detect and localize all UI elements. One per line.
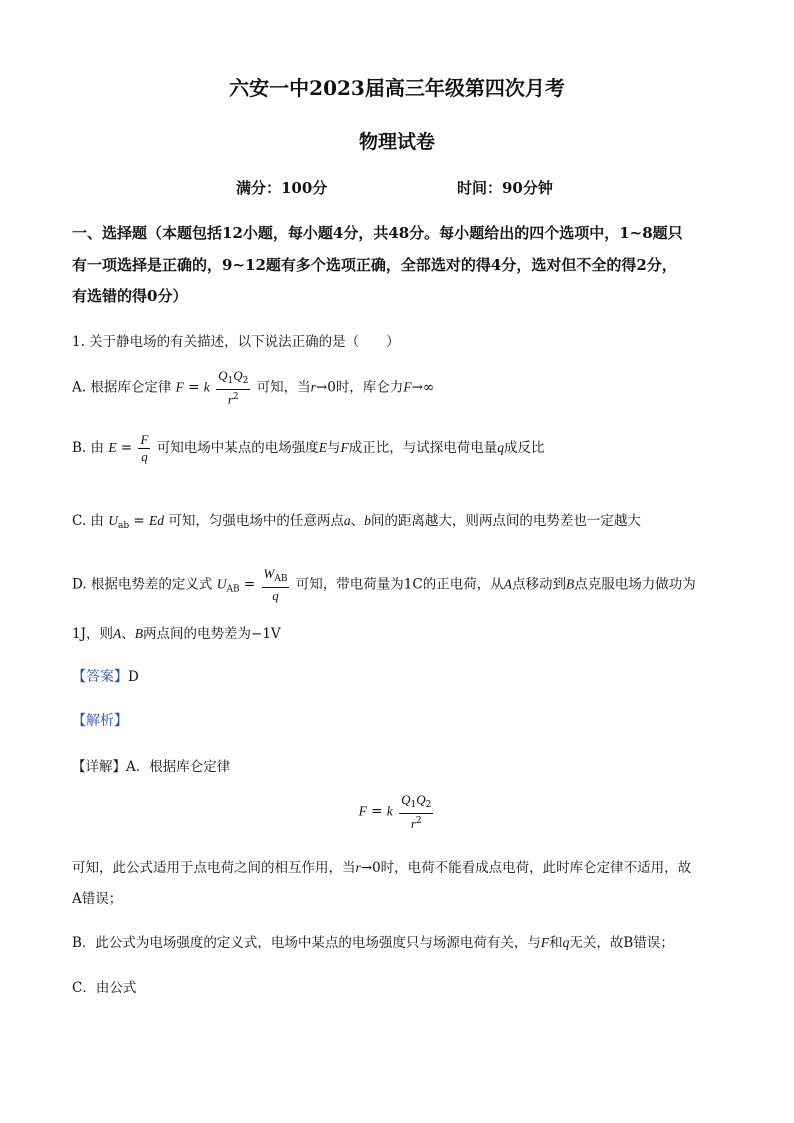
option-d: D. 根据电势差的定义式 $U_{AB}$ = $\frac{W_{AB}}{q}$ 可知，带电荷量为1C的正电荷，从A点移动到B点克服电场力做功为 (72, 566, 696, 603)
section-heading-line2: 有一项选择是正确的，9~12题有多个选项正确，全部选对的得4分，选对但不全的得2分， (72, 256, 677, 274)
exam-title: 六安一中2023届高三年级第四次月考 (229, 76, 565, 100)
explain-c: C．由公式 (72, 980, 137, 996)
explain-b: B．此公式为电场强度的定义式，电场中某点的电场强度只与场源电荷有关，与F和q无关，故B错误； (72, 935, 674, 951)
answer-tag: 【答案】 (72, 669, 128, 685)
section-heading-line1: 一、选择题（本题包括12小题，每小题4分，共48分。每小题给出的四个选项中，1~8题只 (72, 224, 683, 242)
explain-a-line1: 可知，此公式适用于点电荷之间的相互作用，当r→0时，电荷不能看成点电荷，此时库仑定律不适用，故 (72, 860, 692, 876)
coulomb-fraction: $\frac{Q_1Q_2}{r^2}$ (218, 368, 249, 407)
field-fraction: $\frac{F}{q}$ (140, 432, 149, 464)
answer-line (72, 666, 139, 686)
option-d-line2: 1J，则A、B两点间的电势差为−1V (72, 626, 281, 642)
coulomb-formula-display: F = k $\frac{Q_1Q_2}{r^2}$ (358, 792, 432, 831)
option-a: A. 根据库仑定律 F = k $\frac{Q_1Q_2}{r^2}$ 可知，当r→0时，库仑力F→∞ (72, 368, 435, 407)
exam-subtitle: 物理试卷 (358, 131, 435, 153)
detail-tag: 【详解】 (72, 759, 126, 775)
explain-a-line2: A错误； (72, 891, 123, 907)
analysis-tag: 【解析】 (72, 713, 128, 729)
potential-fraction: $\frac{W_{AB}}{q}$ (263, 566, 288, 603)
exam-time: 时间：90分钟 (457, 179, 553, 197)
full-score: 满分：100分 (236, 179, 328, 197)
question-stem: 1. 关于静电场的有关描述，以下说法正确的是（ ） (72, 334, 400, 350)
answer-value: D (128, 669, 139, 685)
option-c: C. 由 $U_{ab} = Ed$ 可知，匀强电场中的任意两点a、b间的距离越大，则两点间的电势差也一定越大 (72, 513, 641, 531)
option-b: B. 由 E = $\frac{F}{q}$ 可知电场中某点的电场强度E与F成正比，与试探电荷电量q成反比 (72, 432, 545, 464)
section-heading-line3: 有选错的得0分） (72, 287, 188, 305)
detail-line: 【详解】A．根据库仑定律 (72, 759, 231, 775)
